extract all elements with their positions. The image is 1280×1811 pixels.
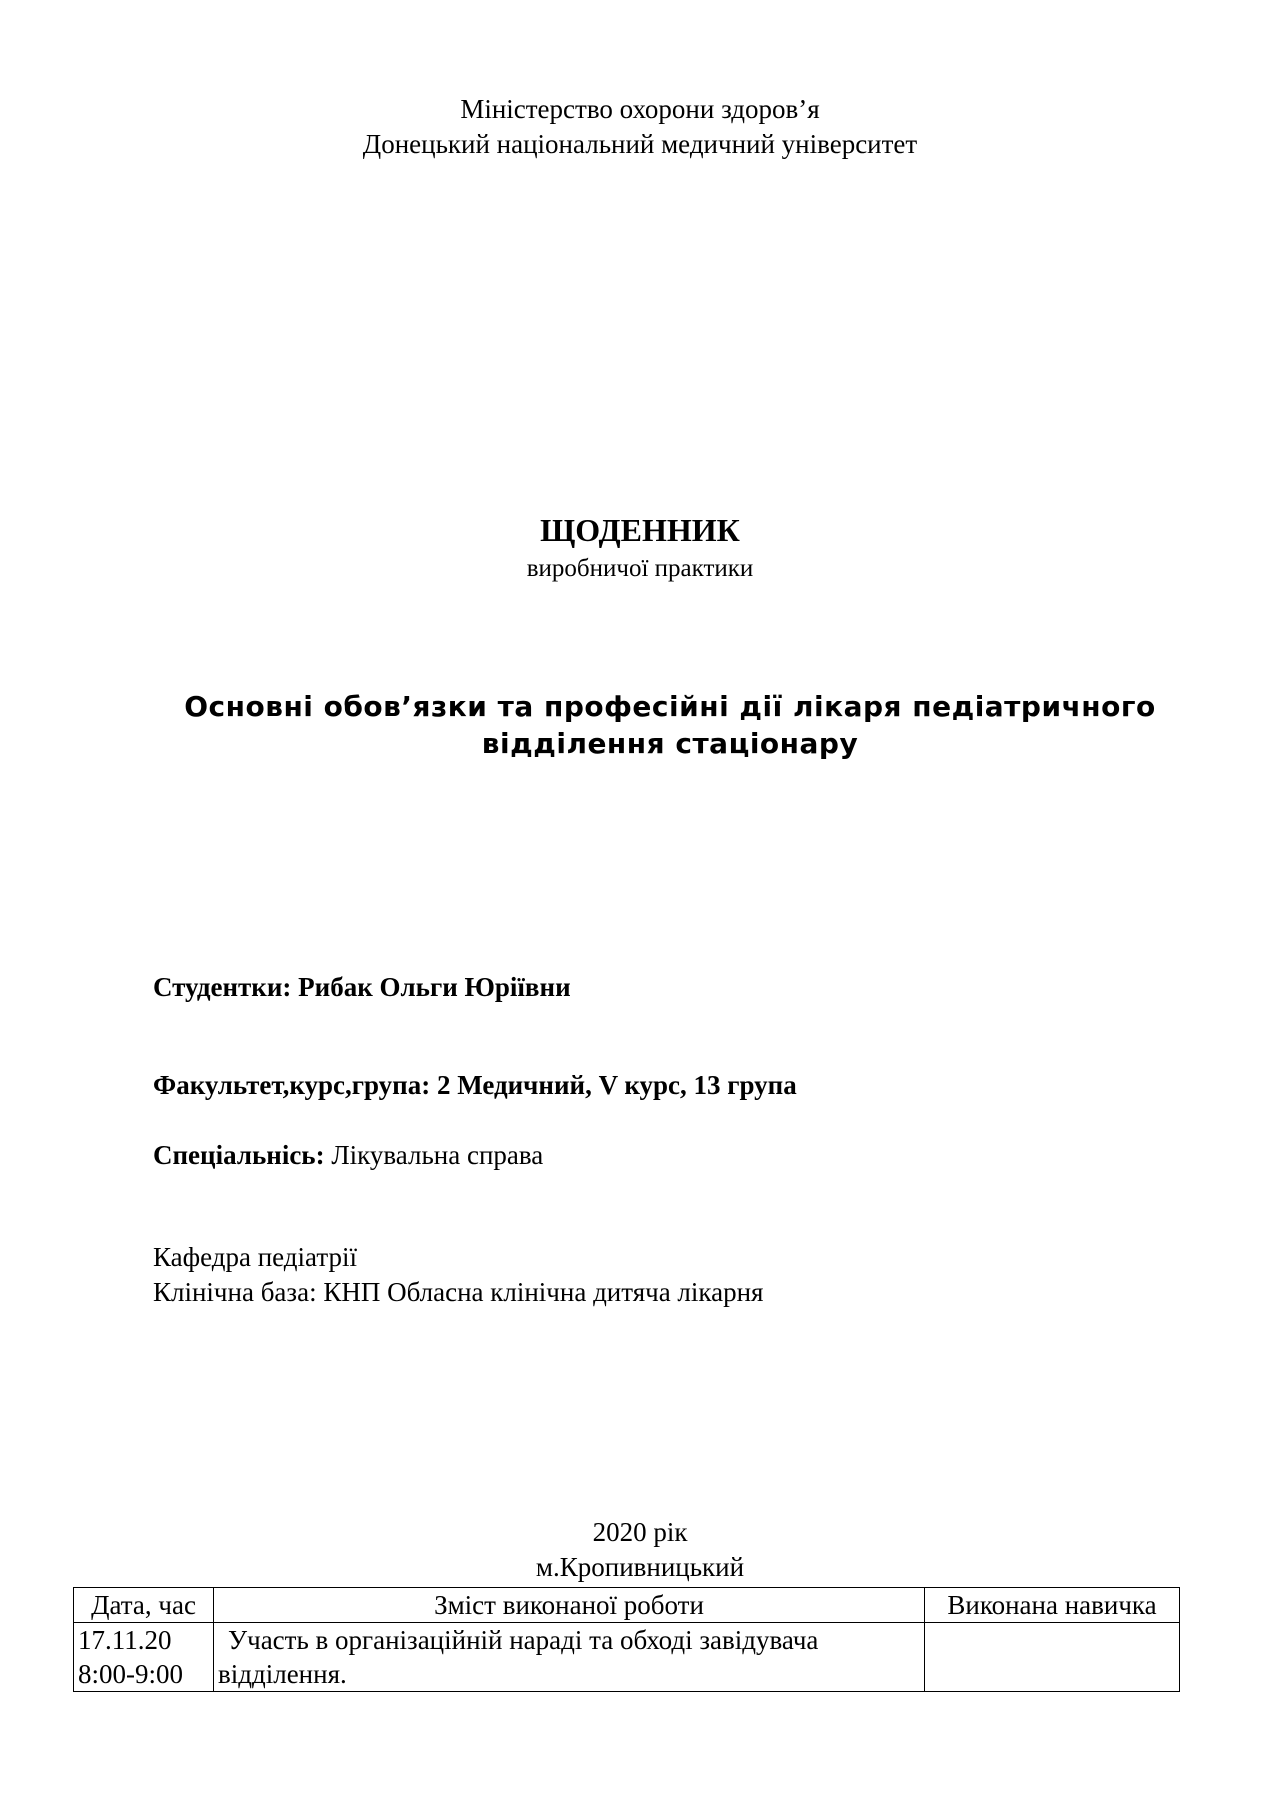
practice-topic-line2: відділення стаціонару	[481, 727, 859, 760]
diary-subtitle: виробничої практики	[526, 555, 754, 582]
table-header-row	[74, 1588, 1180, 1623]
header-date-time: Дата, час	[74, 1588, 214, 1623]
cell-skill	[925, 1623, 1180, 1692]
clinic-base: Клінічна база: КНП Обласна клінічна дитяча лікарня	[153, 1277, 764, 1307]
university-name: Донецький національний медичний університет	[362, 129, 918, 159]
diary-title: ЩОДЕННИК	[540, 512, 740, 548]
specialty-info	[153, 1138, 543, 1173]
cell-time: 8:00-9:00	[78, 1659, 183, 1689]
header-work-content: Зміст виконаної роботи	[214, 1588, 925, 1623]
cell-work-content	[214, 1623, 925, 1692]
document-city: м.Кропивницький	[535, 1552, 745, 1582]
cell-date-time	[74, 1623, 214, 1692]
header-block	[0, 92, 1280, 162]
specialty-value: Лікувальна справа	[324, 1140, 544, 1170]
faculty-info: Факультет,курс,група: 2 Медичний, V курс, 13 група	[153, 1070, 797, 1100]
cell-work-line1: Участь в організаційній нараді та обході завідувача	[228, 1625, 819, 1655]
practice-topic-line1: Основні обов’язки та професійні дії лікаря педіатричного	[184, 690, 1156, 723]
practice-log-table	[73, 1587, 1180, 1692]
ministry-name: Міністерство охорони здоров’я	[460, 94, 820, 124]
student-name: Студентки: Рибак Ольги Юріївни	[153, 972, 571, 1002]
document-year: 2020 рік	[592, 1517, 688, 1547]
cell-work-line2: відділення.	[218, 1659, 347, 1689]
cell-date: 17.11.20	[78, 1625, 172, 1655]
department-name: Кафедра педіатрії	[153, 1242, 357, 1272]
header-skill: Виконана навичка	[925, 1588, 1180, 1623]
specialty-label: Спеціальнісь:	[153, 1140, 325, 1170]
practice-topic	[140, 688, 1200, 762]
table-row	[74, 1623, 1180, 1692]
